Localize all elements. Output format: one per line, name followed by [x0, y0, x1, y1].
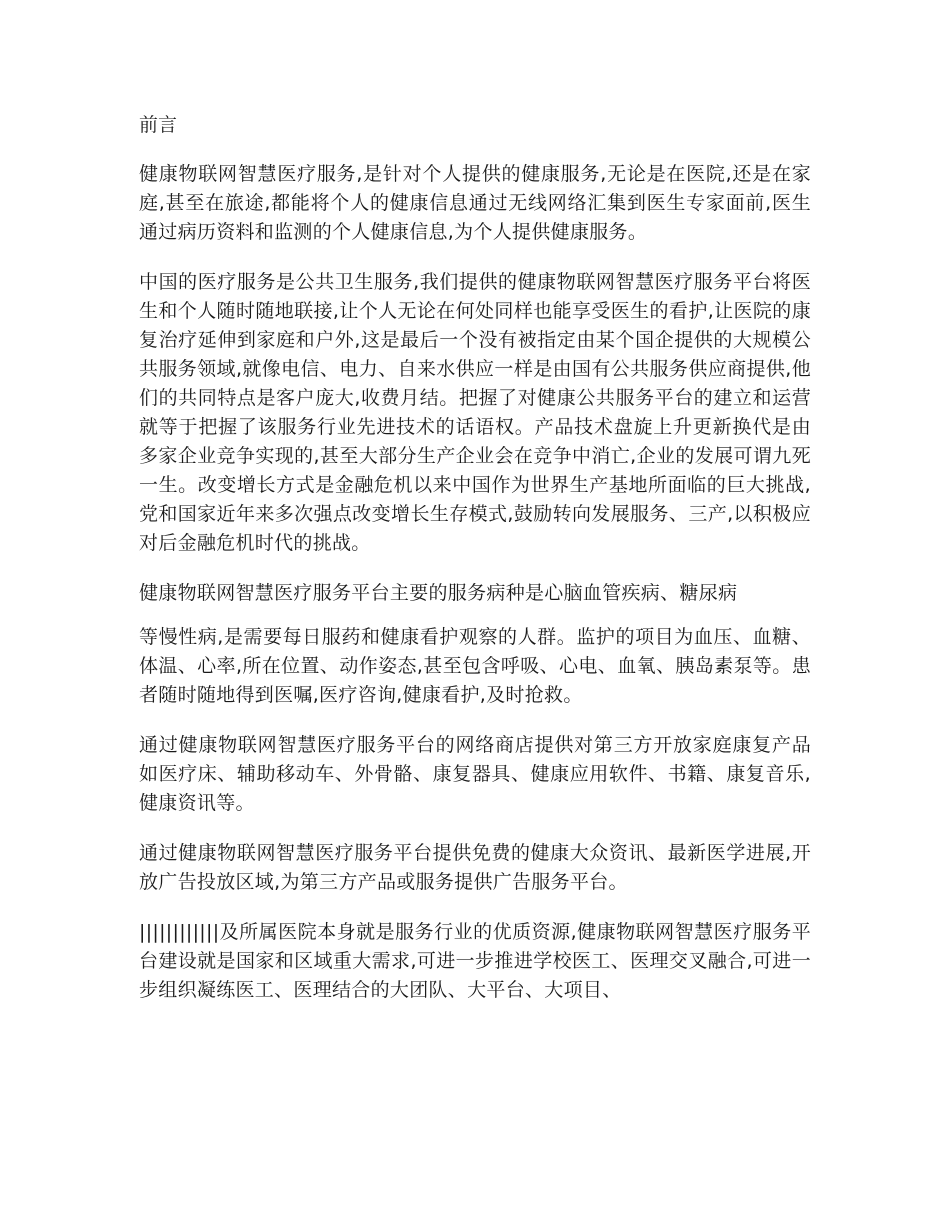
paragraph-public-health: 中国的医疗服务是公共卫生服务,我们提供的健康物联网智慧医疗服务平台将医生和个人随时随地联接,让个人无论在何处同样也能享受医生的看护,让医院的康复治疗延伸到家庭和户外,这是最后一个没有被指定由某个国企提供的大规模公共服务领域,就像电信、电力、自来水供应一样是由国有公共服务供应商提供,他们的共同特点是客户庞大,收费月结。把握了对健康公共服务平台的建立和运营就等于把握了该服务行业先进技术的话语权。产品技术盘旋上升更新换代是由多家企业竞争实现的,甚至大部分生产企业会在竞争中消亡,企业的发展可谓九死一生。改变增长方式是金融危机以来中国作为世界生产基地所面临的巨大挑战,党和国家近年来多次强点改变增长生存模式,鼓励转向发展服务、三产,以积极应对后金融危机时代的挑战。 [139, 271, 811, 554]
paragraph-intro: 健康物联网智慧医疗服务,是针对个人提供的健康服务,无论是在医院,还是在家庭,甚至在旅途,都能将个人的健康信息通过无线网络汇集到医生专家面前,医生通过病历资料和监测的个人健康信息,为个人提供健康服务。 [139, 163, 811, 243]
paragraph-monitoring: 等慢性病,是需要每日服药和健康看护观察的人群。监护的项目为血压、血糖、体温、心率,所在位置、动作姿态,甚至包含呼吸、心电、血氧、胰岛素泵等。患者随时随地得到医嘱,医疗咨询,健康看护,及时抢救。 [139, 626, 811, 706]
paragraph-advertising: 通过健康物联网智慧医疗服务平台提供免费的健康大众资讯、最新医学进展,开放广告投放区域,为第三方产品或服务提供广告服务平台。 [139, 842, 811, 893]
paragraph-online-store: 通过健康物联网智慧医疗服务平台的网络商店提供对第三方开放家庭康复产品如医疗床、辅助移动车、外骨骼、康复器具、健康应用软件、书籍、康复音乐,健康资讯等。 [139, 734, 811, 814]
paragraph-resources: ||||||||||||及所属医院本身就是服务行业的优质资源,健康物联网智慧医疗服务平台建设就是国家和区域重大需求,可进一步推进学校医工、医理交叉融合,可进一步组织凝练医工、医理结合的大团队、大平台、大项目、 [139, 921, 811, 1001]
document-page [139, 112, 811, 1026]
document-heading: 前言 [139, 114, 178, 136]
paragraph-disease-types: 健康物联网智慧医疗服务平台主要的服务病种是心脑血管疾病、糖尿病 [139, 582, 738, 604]
